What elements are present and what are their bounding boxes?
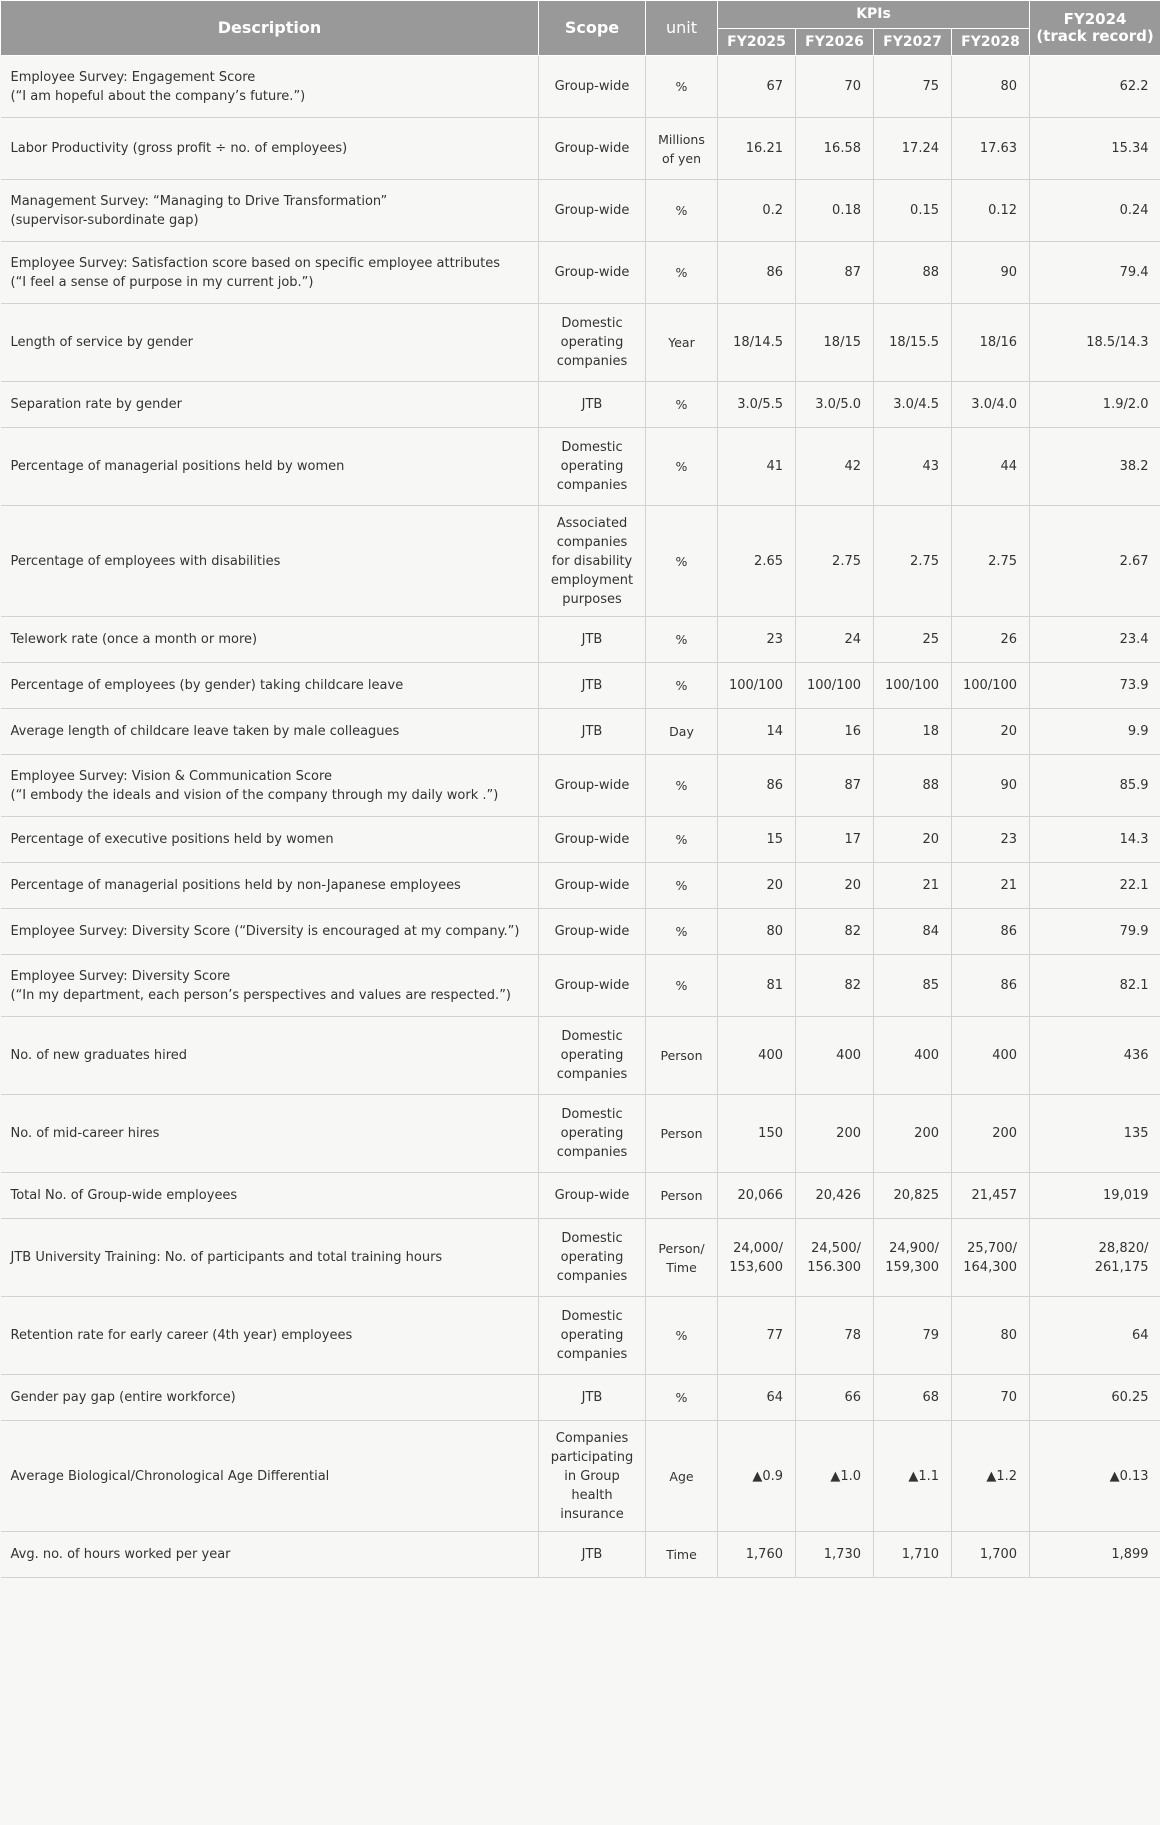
kpi-fy2025-cell: 0.2 (718, 180, 796, 242)
header-row (1, 1, 1160, 29)
track-record-cell: 62.2 (1030, 56, 1160, 118)
kpi-fy2025-cell: 1,760 (718, 1532, 796, 1578)
kpi-fy2026-cell: ▲1.0 (796, 1421, 874, 1532)
kpi-fy2027-cell: 18 (874, 709, 952, 755)
desc-cell: Employee Survey: Vision & Communication Score (“I embody the ideals and vision of the company through my daily work .”) (1, 755, 539, 817)
scope-cell: Group-wide (539, 118, 646, 180)
scope-cell: Domestic operating companies (539, 1017, 646, 1095)
kpi-fy2026-cell: 17 (796, 817, 874, 863)
kpi-fy2028-cell: 100/100 (952, 663, 1030, 709)
kpi-fy2027-cell: 18/15.5 (874, 304, 952, 382)
unit-cell: % (646, 817, 718, 863)
track-record-cell: 79.9 (1030, 909, 1160, 955)
kpi-fy2025-cell: 16.21 (718, 118, 796, 180)
desc-cell: Percentage of managerial positions held by women (1, 428, 539, 506)
track-record-cell: 1.9/2.0 (1030, 382, 1160, 428)
kpi-fy2027-cell: 200 (874, 1095, 952, 1173)
desc-cell: Avg. no. of hours worked per year (1, 1532, 539, 1578)
desc-cell: Retention rate for early career (4th year) employees (1, 1297, 539, 1375)
desc-cell: Telework rate (once a month or more) (1, 617, 539, 663)
unit-cell: Millions of yen (646, 118, 718, 180)
table-row (1, 118, 1160, 180)
kpi-fy2027-cell: 79 (874, 1297, 952, 1375)
kpi-fy2028-cell: 90 (952, 755, 1030, 817)
table-row (1, 1173, 1160, 1219)
kpi-fy2028-cell: 80 (952, 56, 1030, 118)
kpi-fy2025-cell: 14 (718, 709, 796, 755)
track-record-cell: 22.1 (1030, 863, 1160, 909)
desc-cell: Management Survey: “Managing to Drive Transformation” (supervisor-subordinate gap) (1, 180, 539, 242)
track-record-cell: 14.3 (1030, 817, 1160, 863)
unit-cell: % (646, 909, 718, 955)
scope-cell: Domestic operating companies (539, 304, 646, 382)
track-record-cell: 79.4 (1030, 242, 1160, 304)
kpi-fy2028-cell: 20 (952, 709, 1030, 755)
table-row (1, 709, 1160, 755)
track-record-cell: ▲0.13 (1030, 1421, 1160, 1532)
kpi-fy2027-cell: 2.75 (874, 506, 952, 617)
header-year: FY2026 (796, 29, 874, 56)
scope-cell: JTB (539, 617, 646, 663)
kpi-fy2028-cell: 70 (952, 1375, 1030, 1421)
kpi-fy2025-cell: 23 (718, 617, 796, 663)
table-row (1, 663, 1160, 709)
table-row (1, 242, 1160, 304)
unit-cell: % (646, 428, 718, 506)
kpi-fy2025-cell: 150 (718, 1095, 796, 1173)
header-year: FY2027 (874, 29, 952, 56)
table-row (1, 955, 1160, 1017)
kpi-fy2028-cell: 86 (952, 955, 1030, 1017)
unit-cell: % (646, 755, 718, 817)
table-row (1, 863, 1160, 909)
kpi-fy2027-cell: 68 (874, 1375, 952, 1421)
table-row (1, 909, 1160, 955)
kpi-fy2025-cell: 67 (718, 56, 796, 118)
kpi-fy2026-cell: 400 (796, 1017, 874, 1095)
scope-cell: JTB (539, 1532, 646, 1578)
kpi-fy2026-cell: 82 (796, 909, 874, 955)
unit-cell: % (646, 382, 718, 428)
kpi-fy2027-cell: 24,900/ 159,300 (874, 1219, 952, 1297)
scope-cell: Group-wide (539, 863, 646, 909)
table-row (1, 817, 1160, 863)
scope-cell: JTB (539, 1375, 646, 1421)
track-record-cell: 38.2 (1030, 428, 1160, 506)
scope-cell: JTB (539, 382, 646, 428)
kpi-fy2025-cell: 20,066 (718, 1173, 796, 1219)
kpi-fy2025-cell: 86 (718, 242, 796, 304)
unit-cell: Year (646, 304, 718, 382)
kpi-fy2025-cell: ▲0.9 (718, 1421, 796, 1532)
kpi-fy2028-cell: 3.0/4.0 (952, 382, 1030, 428)
kpi-fy2026-cell: 87 (796, 242, 874, 304)
kpi-fy2027-cell: 400 (874, 1017, 952, 1095)
kpi-fy2026-cell: 20 (796, 863, 874, 909)
kpi-fy2026-cell: 82 (796, 955, 874, 1017)
kpi-fy2028-cell: 86 (952, 909, 1030, 955)
kpi-fy2025-cell: 400 (718, 1017, 796, 1095)
table-row (1, 755, 1160, 817)
kpi-fy2027-cell: 20,825 (874, 1173, 952, 1219)
kpi-fy2026-cell: 78 (796, 1297, 874, 1375)
kpi-fy2027-cell: 3.0/4.5 (874, 382, 952, 428)
unit-cell: % (646, 955, 718, 1017)
kpi-fy2028-cell: 400 (952, 1017, 1030, 1095)
desc-cell: Employee Survey: Satisfaction score based on specific employee attributes (“I feel a sense of purpose in my current job.”) (1, 242, 539, 304)
kpi-fy2028-cell: 0.12 (952, 180, 1030, 242)
table-row (1, 382, 1160, 428)
unit-cell: % (646, 1375, 718, 1421)
kpi-fy2026-cell: 16.58 (796, 118, 874, 180)
desc-cell: Employee Survey: Diversity Score (“Diversity is encouraged at my company.”) (1, 909, 539, 955)
track-record-cell: 23.4 (1030, 617, 1160, 663)
desc-cell: Total No. of Group-wide employees (1, 1173, 539, 1219)
unit-cell: % (646, 506, 718, 617)
table-row (1, 56, 1160, 118)
kpi-fy2026-cell: 18/15 (796, 304, 874, 382)
track-record-cell: 9.9 (1030, 709, 1160, 755)
kpi-fy2027-cell: 0.15 (874, 180, 952, 242)
kpi-fy2028-cell: 17.63 (952, 118, 1030, 180)
header-description: Description (1, 1, 539, 56)
kpi-fy2027-cell: 75 (874, 56, 952, 118)
unit-cell: Age (646, 1421, 718, 1532)
unit-cell: Day (646, 709, 718, 755)
kpi-fy2026-cell: 70 (796, 56, 874, 118)
track-record-cell: 1,899 (1030, 1532, 1160, 1578)
kpi-fy2027-cell: 88 (874, 242, 952, 304)
kpi-fy2025-cell: 41 (718, 428, 796, 506)
kpi-fy2025-cell: 81 (718, 955, 796, 1017)
kpi-fy2025-cell: 80 (718, 909, 796, 955)
desc-cell: Employee Survey: Engagement Score (“I am hopeful about the company’s future.”) (1, 56, 539, 118)
table-row (1, 1095, 1160, 1173)
track-record-cell: 28,820/ 261,175 (1030, 1219, 1160, 1297)
unit-cell: Time (646, 1532, 718, 1578)
kpi-fy2025-cell: 20 (718, 863, 796, 909)
header-track-record: FY2024 (track record) (1030, 1, 1160, 56)
track-record-cell: 64 (1030, 1297, 1160, 1375)
desc-cell: No. of new graduates hired (1, 1017, 539, 1095)
kpi-fy2027-cell: 100/100 (874, 663, 952, 709)
scope-cell: Group-wide (539, 180, 646, 242)
kpi-fy2027-cell: 25 (874, 617, 952, 663)
kpi-fy2026-cell: 200 (796, 1095, 874, 1173)
track-record-cell: 15.34 (1030, 118, 1160, 180)
kpi-fy2028-cell: 44 (952, 428, 1030, 506)
kpi-fy2027-cell: 17.24 (874, 118, 952, 180)
scope-cell: JTB (539, 663, 646, 709)
desc-cell: Separation rate by gender (1, 382, 539, 428)
scope-cell: Companies participating in Group health insurance (539, 1421, 646, 1532)
kpi-fy2028-cell: 1,700 (952, 1532, 1030, 1578)
scope-cell: Domestic operating companies (539, 1297, 646, 1375)
unit-cell: Person (646, 1017, 718, 1095)
header-year: FY2025 (718, 29, 796, 56)
kpi-fy2026-cell: 66 (796, 1375, 874, 1421)
kpi-fy2028-cell: 80 (952, 1297, 1030, 1375)
unit-cell: % (646, 617, 718, 663)
kpi-fy2028-cell: 18/16 (952, 304, 1030, 382)
track-record-cell: 82.1 (1030, 955, 1160, 1017)
table-row (1, 304, 1160, 382)
header-scope: Scope (539, 1, 646, 56)
kpi-fy2025-cell: 86 (718, 755, 796, 817)
kpi-fy2025-cell: 24,000/ 153,600 (718, 1219, 796, 1297)
desc-cell: Percentage of managerial positions held by non-Japanese employees (1, 863, 539, 909)
kpi-fy2025-cell: 100/100 (718, 663, 796, 709)
kpi-fy2028-cell: 21,457 (952, 1173, 1030, 1219)
scope-cell: Associated companies for disability employment purposes (539, 506, 646, 617)
table-row (1, 1219, 1160, 1297)
kpi-fy2027-cell: 84 (874, 909, 952, 955)
desc-cell: Average Biological/Chronological Age Differential (1, 1421, 539, 1532)
table-row (1, 506, 1160, 617)
track-record-cell: 60.25 (1030, 1375, 1160, 1421)
desc-cell: Employee Survey: Diversity Score (“In my department, each person’s perspectives and values are respected.”) (1, 955, 539, 1017)
kpi-fy2026-cell: 20,426 (796, 1173, 874, 1219)
kpi-fy2028-cell: 200 (952, 1095, 1030, 1173)
track-record-cell: 73.9 (1030, 663, 1160, 709)
kpi-fy2028-cell: 25,700/ 164,300 (952, 1219, 1030, 1297)
unit-cell: % (646, 1297, 718, 1375)
kpi-fy2028-cell: 21 (952, 863, 1030, 909)
unit-cell: % (646, 863, 718, 909)
desc-cell: Percentage of employees with disabilities (1, 506, 539, 617)
header-unit: unit (646, 1, 718, 56)
kpi-fy2027-cell: 21 (874, 863, 952, 909)
desc-cell: Average length of childcare leave taken by male colleagues (1, 709, 539, 755)
kpi-fy2025-cell: 64 (718, 1375, 796, 1421)
track-record-cell: 436 (1030, 1017, 1160, 1095)
table-row (1, 1375, 1160, 1421)
scope-cell: Group-wide (539, 56, 646, 118)
kpi-fy2025-cell: 3.0/5.5 (718, 382, 796, 428)
scope-cell: Group-wide (539, 242, 646, 304)
kpi-fy2026-cell: 1,730 (796, 1532, 874, 1578)
kpi-fy2027-cell: 85 (874, 955, 952, 1017)
desc-cell: Percentage of executive positions held by women (1, 817, 539, 863)
desc-cell: No. of mid-career hires (1, 1095, 539, 1173)
track-record-cell: 2.67 (1030, 506, 1160, 617)
kpi-fy2026-cell: 2.75 (796, 506, 874, 617)
kpi-fy2028-cell: ▲1.2 (952, 1421, 1030, 1532)
scope-cell: Group-wide (539, 909, 646, 955)
track-record-cell: 0.24 (1030, 180, 1160, 242)
scope-cell: Group-wide (539, 955, 646, 1017)
kpi-fy2026-cell: 0.18 (796, 180, 874, 242)
table-row (1, 180, 1160, 242)
header-kpis: KPIs (718, 1, 1030, 29)
track-record-cell: 85.9 (1030, 755, 1160, 817)
scope-cell: Domestic operating companies (539, 1095, 646, 1173)
kpi-fy2025-cell: 15 (718, 817, 796, 863)
desc-cell: Gender pay gap (entire workforce) (1, 1375, 539, 1421)
unit-cell: % (646, 180, 718, 242)
scope-cell: Domestic operating companies (539, 1219, 646, 1297)
kpi-fy2025-cell: 18/14.5 (718, 304, 796, 382)
desc-cell: JTB University Training: No. of participants and total training hours (1, 1219, 539, 1297)
kpi-fy2026-cell: 24,500/ 156.300 (796, 1219, 874, 1297)
kpi-fy2028-cell: 23 (952, 817, 1030, 863)
unit-cell: Person/ Time (646, 1219, 718, 1297)
kpi-fy2027-cell: 88 (874, 755, 952, 817)
track-record-cell: 135 (1030, 1095, 1160, 1173)
kpi-fy2025-cell: 2.65 (718, 506, 796, 617)
header-year: FY2028 (952, 29, 1030, 56)
scope-cell: Domestic operating companies (539, 428, 646, 506)
desc-cell: Length of service by gender (1, 304, 539, 382)
kpi-fy2028-cell: 26 (952, 617, 1030, 663)
scope-cell: Group-wide (539, 1173, 646, 1219)
unit-cell: % (646, 56, 718, 118)
kpi-fy2026-cell: 87 (796, 755, 874, 817)
kpi-fy2026-cell: 100/100 (796, 663, 874, 709)
unit-cell: Person (646, 1173, 718, 1219)
kpi-fy2027-cell: ▲1.1 (874, 1421, 952, 1532)
unit-cell: % (646, 242, 718, 304)
track-record-cell: 19,019 (1030, 1173, 1160, 1219)
kpi-fy2028-cell: 2.75 (952, 506, 1030, 617)
scope-cell: Group-wide (539, 817, 646, 863)
kpi-fy2027-cell: 20 (874, 817, 952, 863)
kpi-fy2026-cell: 3.0/5.0 (796, 382, 874, 428)
track-record-cell: 18.5/14.3 (1030, 304, 1160, 382)
desc-cell: Labor Productivity (gross profit ÷ no. of employees) (1, 118, 539, 180)
scope-cell: Group-wide (539, 755, 646, 817)
unit-cell: Person (646, 1095, 718, 1173)
table-row (1, 617, 1160, 663)
table-row (1, 1297, 1160, 1375)
kpi-fy2026-cell: 16 (796, 709, 874, 755)
scope-cell: JTB (539, 709, 646, 755)
kpi-fy2026-cell: 42 (796, 428, 874, 506)
table-row (1, 1017, 1160, 1095)
kpi-fy2027-cell: 1,710 (874, 1532, 952, 1578)
unit-cell: % (646, 663, 718, 709)
kpi-fy2025-cell: 77 (718, 1297, 796, 1375)
desc-cell: Percentage of employees (by gender) taking childcare leave (1, 663, 539, 709)
kpi-fy2026-cell: 24 (796, 617, 874, 663)
kpi-fy2027-cell: 43 (874, 428, 952, 506)
kpi-fy2028-cell: 90 (952, 242, 1030, 304)
table-row (1, 1421, 1160, 1532)
table-row (1, 1532, 1160, 1578)
table-row (1, 428, 1160, 506)
